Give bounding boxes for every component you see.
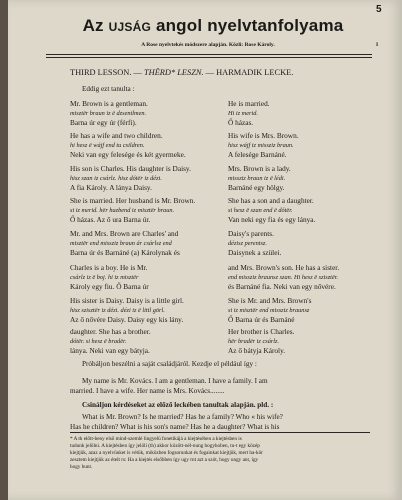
footnote-line: hogy hunt.: [70, 464, 93, 470]
translation-row: [70, 315, 370, 325]
sentence-group-7: [70, 296, 370, 325]
sentence-group-2: [70, 131, 370, 160]
sentence-right: end missziz braunsz szan. Hi hesz ë szisztër.: [228, 273, 339, 281]
sentence-group-1: [70, 99, 370, 128]
sentence-right: hisz wájf iz missziz braun.: [228, 141, 294, 149]
sentence-right: si hesz ë szan end ë dótër.: [228, 206, 293, 214]
footnote-line: * A th előtt-beny első mind-szemlé lingyelü fonetikájá a kiejtésében a kiejtésben is: [70, 436, 242, 442]
sentence-left: He has a wife and two children.: [70, 131, 163, 140]
sentence-left: Az ő nővére Daisy. Daisy egy kis lány.: [70, 315, 184, 325]
sentence-left: Mr. Brown is a gentleman.: [70, 99, 148, 108]
pronunciation-row: [70, 273, 370, 283]
sentence-right: Ő házas.: [228, 118, 254, 128]
sentence-left: hisz szan iz csárlz. hisz dótër iz dézi.: [70, 174, 162, 182]
sentence-right: Az ő bátyja Károly.: [228, 346, 286, 356]
sentence-right: She is Mr. and Mrs. Brown's: [228, 296, 312, 305]
masthead-part-1: Az: [82, 16, 109, 35]
sentence-left: His sister is Daisy. Daisy is a little girl.: [70, 296, 184, 305]
sentence-right: Ő Barna úr és Barnáné: [228, 315, 295, 325]
sentence-right: Hi iz merid.: [228, 109, 258, 117]
sentence-group-6: [70, 263, 370, 292]
sentence-row: [70, 164, 370, 174]
sentence-left: A fia Károly. A lánya Daisy.: [70, 183, 152, 193]
pronunciation-row: [70, 306, 370, 316]
footnote: [70, 436, 370, 471]
sentence-right: and Mrs. Brown's son. He has a sister.: [228, 263, 340, 272]
sentence-group-3: [70, 164, 370, 193]
sentence-left: csárlz iz ë boj. hi iz misztër: [70, 273, 139, 281]
sentence-right: si iz misztër end missziz braunsz: [228, 306, 310, 314]
sentence-left: daughter. She has a brother.: [70, 327, 151, 336]
practice-example-line-2: married. I have a wife. Her name is Mrs. Kovács........: [70, 387, 225, 395]
magazine-page: [8, 0, 402, 500]
page-number: 5: [376, 4, 382, 15]
translation-row: [70, 346, 370, 356]
sentence-left: misztër braun iz ë dzsentlmen.: [70, 109, 147, 117]
sentence-right: Daisy's parents.: [228, 229, 274, 238]
translation-row: [70, 118, 370, 128]
sentence-right: Her brother is Charles.: [228, 327, 295, 336]
sentence-row: [70, 327, 370, 337]
sentence-left: hi hesz ë wájf end tu csildren.: [70, 141, 145, 149]
sentence-left: Barna úr és Barnáné (a) Károlynak és: [70, 248, 180, 258]
pronunciation-row: [70, 174, 370, 184]
footnote-line: zesztem kiejtjük az ételt rs: Ha a kiejtés elsőbben így ugy rnt azt a szót, hogy ungy ant, így: [70, 457, 259, 463]
sentence-row: [70, 99, 370, 109]
sentence-left: Charles is a boy. He is Mr.: [70, 263, 148, 272]
sentence-left: Neki van egy felesége és két gyermeke.: [70, 150, 186, 160]
question-heading-text: Csináljon kérdéseket az előző leckében tanultak alapján. pld. :: [82, 401, 274, 409]
sentence-left: misztër end missziz braun ár csárlsz end: [70, 239, 172, 247]
sentence-right: missziz braun iz ë lédi.: [228, 174, 286, 182]
sentence-left: lánya. Neki van egy bátyja.: [70, 346, 150, 356]
question-line-2: Has he children? What is his son's name? Has he a daughter? What is his: [70, 423, 280, 431]
masthead-part-2: UJSÁG: [108, 20, 152, 34]
sentence-left: Mr. and Mrs. Brown are Charles' and: [70, 229, 179, 238]
sentence-row: [70, 296, 370, 306]
sentence-right: Barnáné egy hölgy.: [228, 183, 285, 193]
translation-row: [70, 150, 370, 160]
sentence-right: Mrs. Brown is a lady.: [228, 164, 291, 173]
masthead-part-3: angol nyelvtanfolyama: [151, 16, 344, 35]
sentence-row: [70, 229, 370, 239]
translation-row: [70, 215, 370, 225]
sentence-left: Ő házas. Az ő ura Barna úr.: [70, 215, 151, 225]
sentence-left: si iz merid. hër hazbend iz misztër braun.: [70, 206, 175, 214]
footnote-line: tudunk jelölni. A kiejtésben így jelöli (th) akkor között-nél-nung hogyhoben, tu-t egy közép: [70, 443, 260, 449]
sentence-row: [70, 196, 370, 206]
translation-row: [70, 282, 370, 292]
sentence-right: és Barnáné fia. Neki van egy nővére.: [228, 282, 336, 292]
sentence-left: Barna úr egy úr (férfi).: [70, 118, 137, 128]
sentence-right: A felesége Barnáné.: [228, 150, 287, 160]
practice-example-line-1: My name is Mr. Kovács. I am a gentleman. I have a family. I am: [82, 377, 268, 385]
question-line-1: What is Mr. Brown? Is he married? Has he a family? Who « his wife?: [82, 413, 283, 421]
lesson-intro: Eddig ezt tanulta :: [82, 85, 135, 93]
sentence-right: hër bradër iz csárlz.: [228, 337, 280, 345]
translation-row: [70, 183, 370, 193]
sentence-left: His son is Charles. His daughter is Daisy.: [70, 164, 191, 173]
sentence-left: hisz szisztër iz dézi. dézi iz ë littl görl.: [70, 306, 165, 314]
sentence-right: dézisz perentsz.: [228, 239, 267, 247]
footnote-line: kiejtjük, azaz a nyelvünket is vétük, miközben fogsorunkat és fogainkat kiejtjük, mert ha-kör: [70, 450, 263, 456]
pronunciation-row: [70, 109, 370, 119]
lesson-heading: [70, 68, 370, 77]
pronunciation-row: [70, 337, 370, 347]
sentence-right: Daisynek a szülei.: [228, 248, 282, 258]
header-rule-bottom: [46, 57, 372, 58]
pronunciation-row: [70, 141, 370, 151]
sentence-left: dótër. si hesz ë bradër.: [70, 337, 127, 345]
practice-instruction: Próbáljon beszélni a saját családjáról. Kezdje el például így :: [82, 360, 257, 368]
masthead-marker: I: [376, 42, 379, 48]
sentence-right: He is married.: [228, 99, 270, 108]
header-rule-top: [46, 54, 372, 55]
masthead-title: [68, 16, 358, 36]
translation-row: [70, 248, 370, 258]
lesson-heading-pronunciation: THËRD* LESZN.: [143, 68, 204, 77]
lesson-heading-hungarian: — HARMADIK LECKE.: [203, 68, 294, 77]
sentence-right: Van neki egy fia és egy lánya.: [228, 215, 316, 225]
sentence-right: She has a son and a daughter.: [228, 196, 314, 205]
footnote-rule: [70, 432, 370, 433]
lesson-heading-english: THIRD LESSON. —: [70, 68, 144, 77]
sentence-group-5: [70, 229, 370, 258]
sentence-row: [70, 263, 370, 273]
pronunciation-row: [70, 239, 370, 249]
sentence-group-8: [70, 327, 370, 356]
masthead-subtitle: A Rose nyelvtekés módszere alapján. Közli: Rose Károly.: [141, 42, 275, 48]
question-heading: [82, 401, 382, 411]
sentence-left: She is married. Her husband is Mr. Brown.: [70, 196, 196, 205]
sentence-right: His wife is Mrs. Brown.: [228, 131, 299, 140]
sentence-left: Károly egy fiu. Ő Barna úr: [70, 282, 149, 292]
pronunciation-row: [70, 206, 370, 216]
sentence-group-4: [70, 196, 370, 225]
sentence-row: [70, 131, 370, 141]
